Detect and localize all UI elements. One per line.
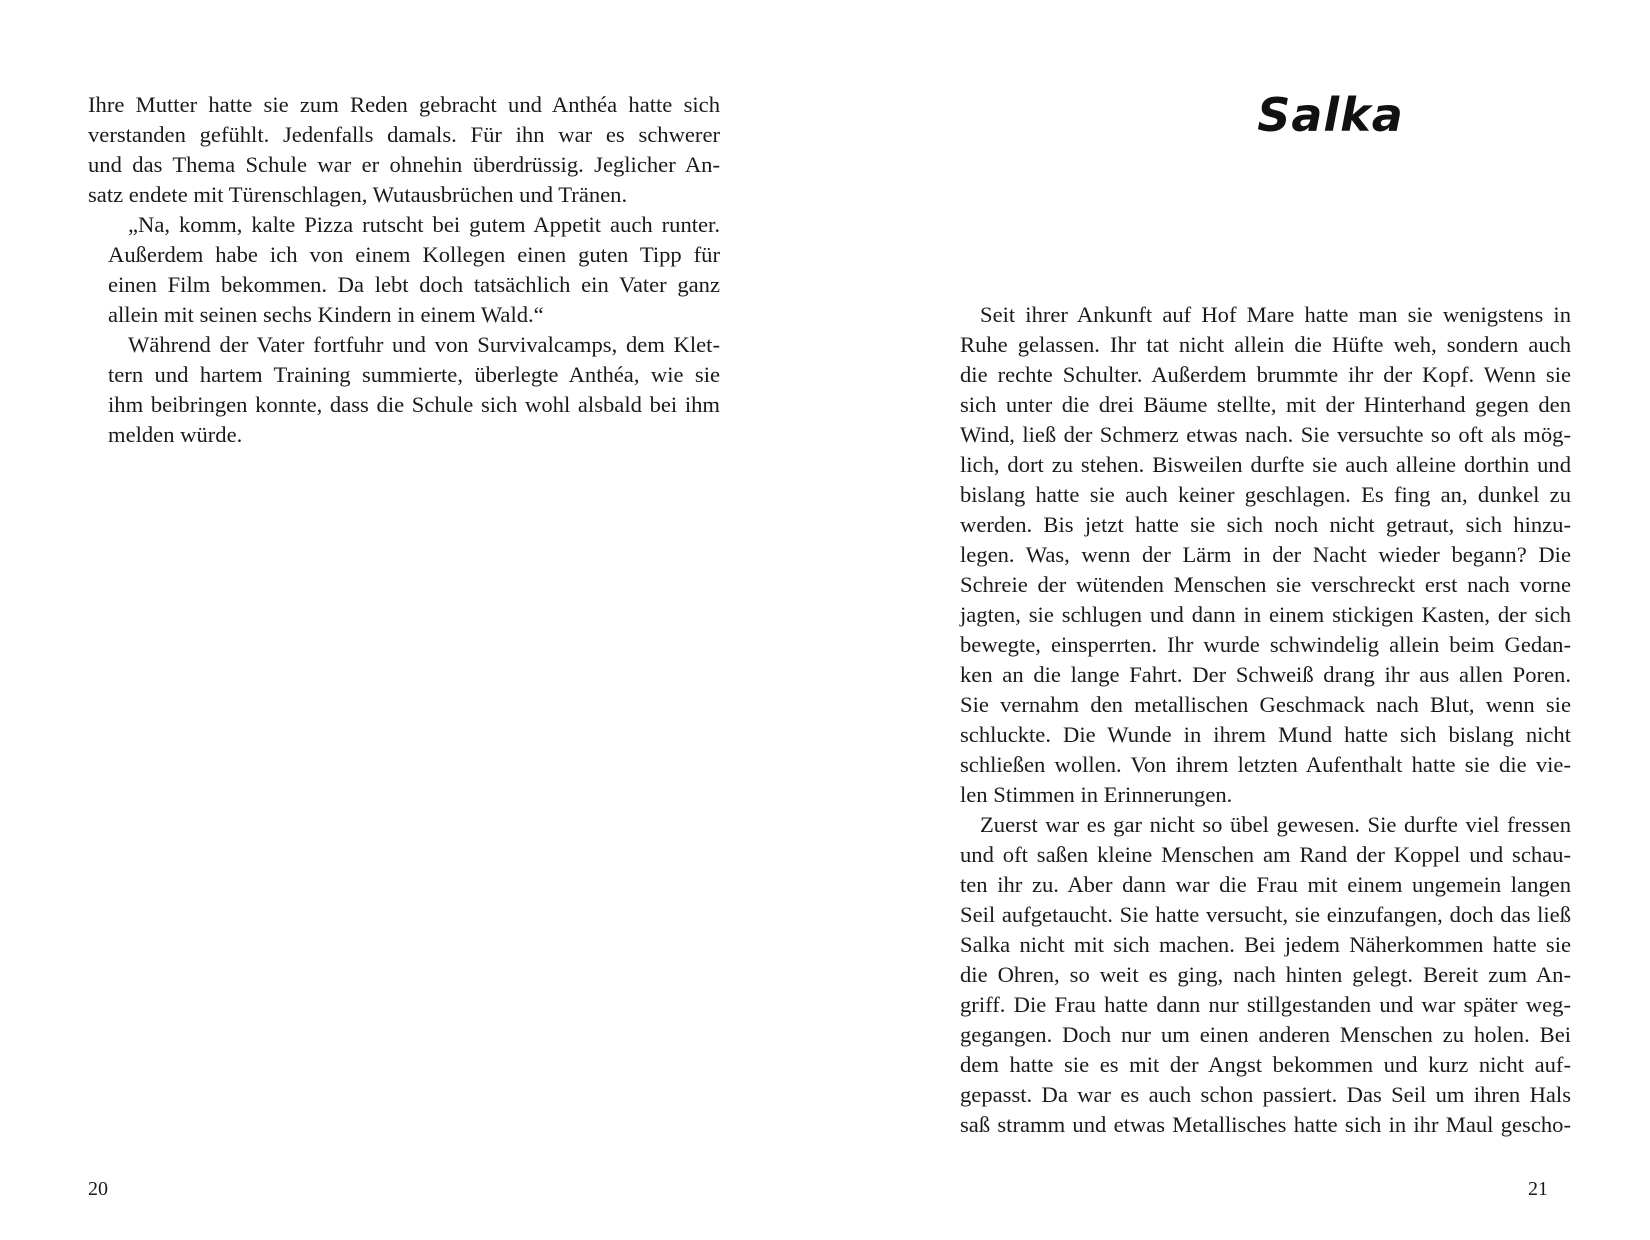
text-line: gepasst. Da war es auch schon passiert. Das Seil um ihren Hals xyxy=(960,1082,1571,1107)
right-page xyxy=(825,0,1650,1240)
text-line: allein mit seinen sechs Kindern in einem Wald.“ xyxy=(108,302,544,327)
text-line: griff. Die Frau hatte dann nur stillgestanden und war später weg- xyxy=(960,992,1571,1017)
text-line: werden. Bis jetzt hatte sie sich noch nicht getraut, sich hinzu- xyxy=(960,512,1571,537)
text-line: schluckte. Die Wunde in ihrem Mund hatte sich bislang nicht xyxy=(960,722,1571,747)
text-line: Sie vernahm den metallischen Geschmack nach Blut, wenn sie xyxy=(960,692,1571,717)
text-line: satz endete mit Türenschlagen, Wutausbrüchen und Tränen. xyxy=(88,182,628,207)
text-line: gegangen. Doch nur um einen anderen Menschen zu holen. Bei xyxy=(960,1022,1571,1047)
text-line: Salka nicht mit sich machen. Bei jedem Näherkommen hatte sie xyxy=(960,932,1571,957)
text-line: Zuerst war es gar nicht so übel gewesen. Sie durfte viel fressen xyxy=(980,812,1571,837)
text-line: „Na, komm, kalte Pizza rutscht bei gutem Appetit auch runter. xyxy=(128,212,720,237)
text-line: lich, dort zu stehen. Bisweilen durfte sie auch alleine dorthin und xyxy=(960,452,1571,477)
text-line: jagten, sie schlugen und dann in einem stickigen Kasten, der sich xyxy=(960,602,1571,627)
text-line: Seit ihrer Ankunft auf Hof Mare hatte man sie wenigstens in xyxy=(980,302,1571,327)
text-line: Außerdem habe ich von einem Kollegen einen guten Tipp für xyxy=(108,242,720,267)
text-line: Schreie der wütenden Menschen sie verschreckt erst nach vorne xyxy=(960,572,1571,597)
text-line: ihm beibringen konnte, dass die Schule sich wohl alsbald bei ihm xyxy=(108,392,720,417)
text-line: ten ihr zu. Aber dann war die Frau mit einem ungemein langen xyxy=(960,872,1571,897)
text-line: bewegte, einsperrten. Ihr wurde schwindelig allein beim Gedan- xyxy=(960,632,1571,657)
right-page-body xyxy=(940,300,1571,1140)
text-line: tern und hartem Training summierte, überlegte Anthéa, wie sie xyxy=(108,362,720,387)
text-line: melden würde. xyxy=(108,422,243,447)
paragraph xyxy=(940,300,1571,810)
text-line: Seil aufgetaucht. Sie hatte versucht, sie einzufangen, doch das ließ xyxy=(960,902,1571,927)
text-line: saß stramm und etwas Metallisches hatte sich in ihr Maul gescho- xyxy=(960,1112,1571,1137)
left-page-body xyxy=(88,90,720,450)
text-line: dem hatte sie es mit der Angst bekommen und kurz nicht auf- xyxy=(960,1052,1571,1077)
text-line: und das Thema Schule war er ohnehin überdrüssig. Jeglicher An- xyxy=(88,152,720,177)
text-line: verstanden gefühlt. Jedenfalls damals. Für ihn war es schwerer xyxy=(88,122,720,147)
text-line: die Ohren, so weit es ging, nach hinten gelegt. Bereit zum An- xyxy=(960,962,1571,987)
paragraph xyxy=(88,90,720,210)
text-line: legen. Was, wenn der Lärm in der Nacht wieder begann? Die xyxy=(960,542,1571,567)
paragraph xyxy=(88,330,720,450)
text-line: einen Film bekommen. Da lebt doch tatsächlich ein Vater ganz xyxy=(108,272,720,297)
paragraph xyxy=(940,810,1571,1140)
paragraph xyxy=(88,210,720,330)
text-line: ken an die lange Fahrt. Der Schweiß drang ihr aus allen Poren. xyxy=(960,662,1571,687)
text-line: len Stimmen in Erinnerungen. xyxy=(960,782,1233,807)
text-line: Ihre Mutter hatte sie zum Reden gebracht und Anthéa hatte sich xyxy=(88,92,720,117)
text-line: Ruhe gelassen. Ihr tat nicht allein die Hüfte weh, sondern auch xyxy=(960,332,1571,357)
text-line: die rechte Schulter. Außerdem brummte ihr der Kopf. Wenn sie xyxy=(960,362,1571,387)
chapter-title: Salka xyxy=(1257,88,1404,142)
text-line: und oft saßen kleine Menschen am Rand der Koppel und schau- xyxy=(960,842,1571,867)
page-number: 21 xyxy=(1528,1178,1548,1200)
text-line: bislang hatte sie auch keiner geschlagen. Es fing an, dunkel zu xyxy=(960,482,1571,507)
text-line: sich unter die drei Bäume stellte, mit der Hinterhand gegen den xyxy=(960,392,1571,417)
page-number: 20 xyxy=(88,1178,108,1200)
text-line: Während der Vater fortfuhr und von Survivalcamps, dem Klet- xyxy=(128,332,720,357)
text-line: schließen wollen. Von ihrem letzten Aufenthalt hatte sie die vie- xyxy=(960,752,1571,777)
text-line: Wind, ließ der Schmerz etwas nach. Sie versuchte so oft als mög- xyxy=(960,422,1571,447)
